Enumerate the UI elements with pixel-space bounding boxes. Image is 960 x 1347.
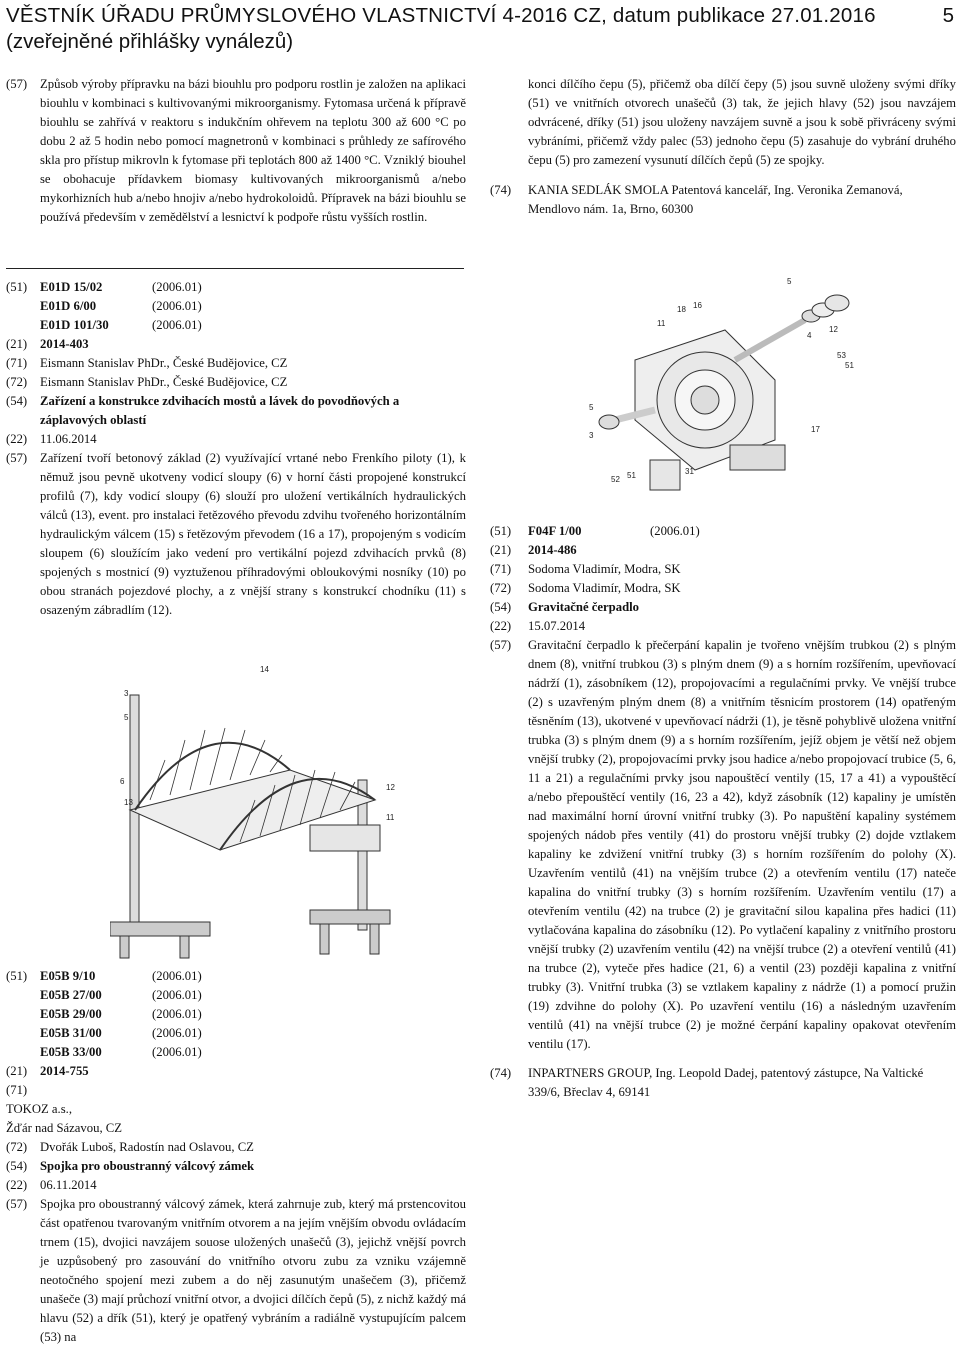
abstract-text: Zařízení tvoří betonový základ (2) využívající vrtané nebo Frenkího piloty (1), k němuž jsou pevně ukotveny vodicí sloupy (6) v horní části propojené konstrukcí profilů (7), kdy vodicí sloupy (6) slouží pro uložení vertikálních hydraulických válců (13), event. pro instalaci řetězového převodu zdvihu tvořeného horizontálním hydraulickým válcem (15) s řetězovým převodem (16 a 17), propojeným s vodicím sloupem (6) sloužícím jako vedení pro vertikální pojezd zdvihacích prvků (8) spojených s mostnicí (9) vyztuženou příhradovými obloukovými nosníky (10) po obou stranách pojezdové plochy, a z vnější strany s konstrukcí chodníku (11) s osazeným zábradlím (12). [40, 451, 466, 617]
application-number: 2014-755 [40, 1064, 89, 1078]
applicant-line1: TOKOZ a.s., [6, 1102, 73, 1116]
applicant: Eismann Stanislav PhDr., České Budějovice, CZ [40, 356, 288, 370]
class-row: E05B 31/00 (2006.01) [40, 1026, 202, 1040]
fig-label: 18 [677, 305, 686, 314]
inid-code: (57) [6, 1197, 28, 1211]
inid-code: (51) [6, 969, 28, 983]
inid-code: (57) [490, 638, 512, 652]
inid-code: (54) [6, 1159, 28, 1173]
application-number: 2014-486 [528, 543, 577, 557]
filing-date: 06.11.2014 [40, 1178, 97, 1192]
inid-code: (57) [6, 77, 28, 91]
page-number: 5 [942, 4, 954, 27]
lock-coupling-figure [575, 270, 875, 515]
application-number: 2014-403 [40, 337, 89, 351]
fig-label: 6 [120, 777, 125, 786]
fig-label: 3 [589, 431, 594, 440]
fig-label: 51 [627, 471, 636, 480]
fig-label: 13 [124, 798, 133, 807]
lower-hub [650, 460, 680, 490]
fig-label: 12 [386, 783, 395, 792]
inid-code: (72) [6, 1140, 28, 1154]
class-version: (2006.01) [650, 524, 700, 538]
invention-title: Zařízení a konstrukce zdvihacích mostů a lávek do povodňových a záplavových oblastí [40, 394, 400, 427]
fig-label: 53 [837, 351, 846, 360]
fig-label: 5 [589, 403, 594, 412]
bridge-figure [110, 660, 400, 960]
pin-shaft [735, 320, 805, 360]
inid-code: (21) [6, 337, 28, 351]
inid-code: (51) [490, 524, 512, 538]
fig-label: 3 [124, 689, 129, 698]
inid-code: (21) [6, 1064, 28, 1078]
abstract-text: Spojka pro oboustranný válcový zámek, která zahrnuje zub, který má prstencovitou část opatřenou tvarovaným vnitřním otvorem a na jejím vnějším obvodu ovládacím trnem (15), dvojici navzájem souose uložených unašečů (3), jejichž vnější povrch je uzpůsobený pro zasouvání do vnitřního otvoru zubu za vzniku vzájemně neotočného spojení mezi zubem a do něj zasunutým unašečem (3), přičemž unašeče (3) mají průchozí vnitřní otvor, a dvojici dílčích čepů (5), z nichž každý má hlavu (52) a dřík (51), který je opatřený vybráním a radiálně vystupujícím palcem (53) na [40, 1197, 466, 1344]
journal-title: VĚSTNÍK ÚŘADU PRŮMYSLOVÉHO VLASTNICTVÍ 4-2016 CZ, datum publikace 27.01.2016 [6, 4, 876, 27]
foundation-left [110, 922, 210, 936]
inid-code: (22) [490, 619, 512, 633]
class-code: F04F 1/00 [528, 524, 582, 538]
fig-label: 31 [685, 467, 694, 476]
fig-label: 52 [611, 475, 620, 484]
fig-label: 4 [807, 331, 812, 340]
inid-code: (72) [490, 581, 512, 595]
journal-subtitle: (zveřejněné přihlášky vynálezů) [6, 30, 294, 53]
inventor: Sodoma Vladimír, Modra, SK [528, 581, 681, 595]
railing-panel [310, 825, 380, 851]
cam-tab [730, 445, 785, 470]
fig-label: 11 [386, 813, 395, 822]
fig-label: 16 [693, 301, 702, 310]
inid-code: (72) [6, 375, 28, 389]
class-row: E01D 101/30 (2006.01) [40, 318, 202, 332]
agent-text: INPARTNERS GROUP, Ing. Leopold Dadej, patentový zástupce, Na Valtické 339/6, Břeclav 4, 69141 [528, 1066, 924, 1099]
fig-label: 5 [787, 277, 792, 286]
inid-code: (74) [490, 1066, 512, 1080]
inid-code: (21) [490, 543, 512, 557]
fig-label: 5 [124, 713, 129, 722]
abstract-continuation: konci dílčího čepu (5), přičemž oba dílčí čepy (5) jsou suvně uloženy svými dříky (51) ve vnitřních otvorech unašečů (3) tak, že jejich hlavy (52) jsou navzájem odvrácené, dříky (51) jsou uloženy navzájem suvně a jsou k sobě přivráceny svými vybráními, přičemž vždy palec (53) jednoho čepu (5) zasahuje do vybrání druhého čepu (5) pro zamezení vysunutí dílčích čepů (5) ze spojky. [528, 77, 956, 167]
inid-code: (54) [6, 394, 28, 408]
inid-code: (22) [6, 1178, 28, 1192]
entry-lock-continued [490, 75, 956, 219]
inid-code: (71) [490, 562, 512, 576]
fig-label: 51 [845, 361, 854, 370]
class-row: E05B 27/00 (2006.01) [40, 988, 202, 1002]
class-row: E05B 33/00 (2006.01) [40, 1045, 202, 1059]
inid-code: (71) [6, 1083, 28, 1097]
abstract-text: Způsob výroby přípravku na bázi biouhlu pro podporu rostlin je založen na aplikaci biouhlu v kombinaci s kultivovanými mikroorganismy. Fytomasa určená k přípravě biouhlu se zahřívá v reaktoru s indukčním ohřevem na teplotu 300 až 600 °C po dobu 2 až 5 hodin nebo pomocí magnetronů v kombinaci s průhledy ze safírového skla pro přístup mikrovln k fytomase při teplotách 800 až 1400 °C. Vzniklý biouhel se obohacuje přídavkem biomasy kultivovaných mikroorganismů a/nebo mykorhizních hub a/nebo hnojiv a/nebo hydrokoloidů. Přípravek na bázi biouhlu se používá především v zemědělství a lesnictví k podpoře růstu vyšších rostlin. [40, 77, 466, 224]
entry-biochar [6, 75, 466, 227]
class-row: E01D 15/02 (2006.01) [40, 280, 202, 294]
inid-code: (74) [490, 183, 512, 197]
invention-title: Spojka pro oboustranný válcový zámek [40, 1159, 255, 1173]
inid-code: (22) [6, 432, 28, 446]
inid-code: (51) [6, 280, 28, 294]
divider [6, 268, 464, 269]
foundation-right [310, 910, 390, 924]
applicant: Sodoma Vladimír, Modra, SK [528, 562, 681, 576]
filing-date: 15.07.2014 [528, 619, 586, 633]
inid-code: (54) [490, 600, 512, 614]
fig-label: 12 [829, 325, 838, 334]
entry-pump [490, 522, 956, 1102]
fig-label: 11 [657, 319, 666, 328]
inid-code: (71) [6, 356, 28, 370]
inid-code: (57) [6, 451, 28, 465]
class-row: E05B 9/10 (2006.01) [40, 969, 202, 983]
agent-text: KANIA SEDLÁK SMOLA Patentová kancelář, Ing. Veronika Zemanová, Mendlovo nám. 1a, Brno, 60300 [528, 183, 903, 216]
entry-bridge [6, 278, 466, 620]
filing-date: 11.06.2014 [40, 432, 97, 446]
fig-label: 17 [811, 425, 820, 434]
page-header [6, 2, 956, 58]
inventor: Dvořák Luboš, Radostín nad Oslavou, CZ [40, 1140, 254, 1154]
class-row: E05B 29/00 (2006.01) [40, 1007, 202, 1021]
inventor: Eismann Stanislav PhDr., České Budějovice, CZ [40, 375, 288, 389]
fig-label: 14 [260, 665, 269, 674]
abstract-text: Gravitační čerpadlo k přečerpání kapalin je tvořeno vnějším trubkou (2) s plným dnem (8), vnitřní trubkou (3) s plným dnem (9) a s horním rozšířením, upevňovací nádrží (1), zásobníkem (12), propojovacími a regulačními prvky. Ve vnější trubce (2) s uzavřeným plným dnem (8) a vnitřním těsnicím prostorem (14) opatřeným těsněním (13), ukotvené v upevňovací nádrži (1), je těsně pohyblivě uložena vnitřní trubka (3) s plným dnem (9) a s horním rozšířením, jejíž objem je větší než objem vnější trubky (2), propojovacími prvky jsou hadice a/nebo propojovací trubice (5, 6, 11 a 21) a regulačními prvky jsou napouštěcí ventily (15, 17 a 41) a vypouštěcí a/nebo přepouštěcí ventily (16, 23 a 42), když zásobník (12) kapaliny je umístěn nad maximální horní úrovní vnitřní trubky (3). Po napuštění kapaliny systémem spojených nádob přes ventily (41) do prostoru vnější trubky (2) dojde vztlakem kapaliny ke zdvižení vnitřní trubky (3) s horním rozšířením do polohy (X). Uzavřením ventilů (41) na vnějším trubce (2) a otevřením ventilu (17) nateče kapalina do vnitřní trubky (3) s horním rozšířením. Uzavřením ventilu (17) a otevřením ventilu (42) na trubce (2) je gravitační silou kapalina přes hadici (11) vytlačována kapalina do zásobníku (12). Po vytlačení kapaliny z vnitřního prostoru vnější trubky (2) uzavřením ventilu (42) na vnější trubce (2) a otevření ventilů (41) na trubce (2), vyteče přes hadice (21, 6) a ventil (23) později kapalina z vnitřní trubky (3). Vnitřní trubka (3) se vztlakem kapaliny z nádrže (1) a pomocí pružin (19) zdvihne do polohy (X). Po uzavření ventilu (16) a následným uzavřením ventilů (41) na vnější trubce (2) je možné čerpání kapaliny opakovat otevřením ventilu (17). [528, 638, 956, 1051]
invention-title: Gravitačné čerpadlo [528, 600, 639, 614]
applicant-line2: Žďár nad Sázavou, CZ [6, 1121, 123, 1135]
class-row: E01D 6/00 (2006.01) [40, 299, 202, 313]
entry-lock [6, 967, 466, 1347]
